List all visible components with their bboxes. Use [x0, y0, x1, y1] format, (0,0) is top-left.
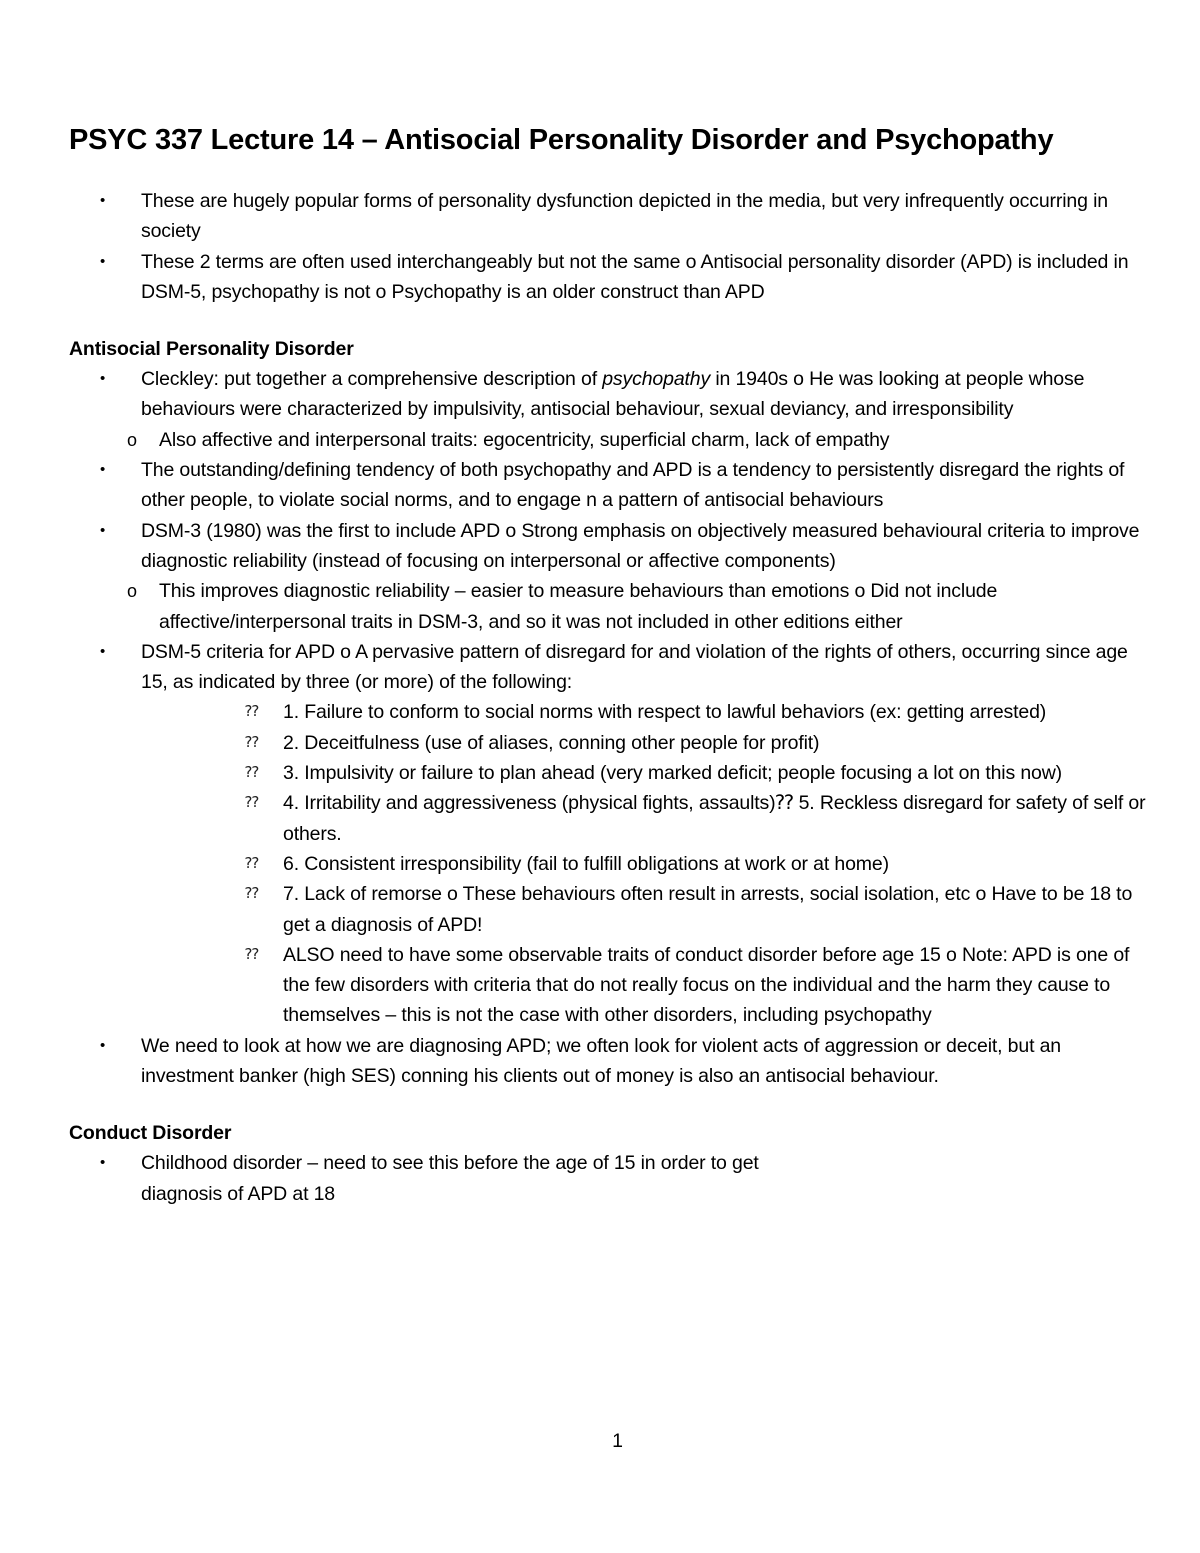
criteria-marker: ⁇: [245, 794, 259, 812]
criteria-text: ALSO need to have some observable traits of conduct disorder before age 15 o Note: APD is one of the few disorders with criteria that do not really focus on the individual and the harm they cause to themselves – this is not the case with other disorders, including psychopathy: [283, 943, 1130, 1027]
criteria-marker: ⁇: [245, 854, 259, 872]
list-item: [69, 516, 1149, 577]
criteria-text: 2. Deceitfulness (use of aliases, conning other people for profit): [283, 731, 820, 754]
criteria-text: 7. Lack of remorse o These behaviours often result in arrests, social isolation, etc o Have to be 18 to get a diagnosis of APD!: [283, 883, 1133, 936]
sub-bullet-marker: o: [127, 429, 137, 450]
bullet-marker: •: [100, 521, 106, 539]
list-item: [69, 1148, 1149, 1209]
list-item: [69, 247, 1149, 308]
cleckley-sub-text: Also affective and interpersonal traits: egocentricity, superficial charm, lack of empathy: [159, 428, 890, 451]
document-body: [69, 186, 1149, 1209]
criteria-marker: ⁇: [245, 945, 259, 963]
intro-text-2: These 2 terms are often used interchangeably but not the same o Antisocial personality disorder (APD) is included in DSM-5, psychopathy is not o Psychopathy is an older construct than APD: [141, 250, 1129, 303]
dsm3-text: DSM-3 (1980) was the first to include APD o Strong emphasis on objectively measured behavioural criteria to improve diagnostic reliability (instead of focusing on interpersonal or affective components): [141, 519, 1140, 572]
bullet-marker: •: [100, 192, 106, 209]
cleckley-text: [141, 368, 1084, 420]
criteria-item: [69, 697, 1149, 727]
bullet-marker: •: [100, 370, 106, 388]
conduct-text-line-1: Childhood disorder – need to see this before the age of 15 in order to get: [141, 1152, 759, 1175]
criteria-item: [69, 758, 1149, 788]
sub-list-item: [69, 576, 1149, 637]
criteria-marker: ⁇: [245, 703, 259, 721]
criteria-item: [69, 940, 1149, 1031]
list-item: [69, 364, 1149, 425]
bullet-marker: •: [100, 252, 106, 270]
sub-bullet-marker: o: [127, 581, 137, 602]
section-heading-apd: Antisocial Personality Disorder: [69, 338, 354, 361]
cleckley-text-end: in 1940s o He was looking at people whose behaviours were characterized by impulsivity, antisocial behaviour, sexual deviancy, and irresponsibility: [141, 368, 1085, 421]
cleckley-italic-term: psychopathy: [602, 368, 711, 391]
criteria-text: 6. Consistent irresponsibility (fail to fulfill obligations at work or at home): [283, 852, 889, 875]
dsm5-text: DSM-5 criteria for APD o A pervasive pattern of disregard for and violation of the rights of others, occurring since age 15, as indicated by three (or more) of the following:: [141, 640, 1128, 694]
page-number: 1: [612, 1430, 623, 1452]
dsm3-sub-text: This improves diagnostic reliability – easier to measure behaviours than emotions o Did not include affective/interpersonal traits in DSM-3, and so it was not included in other editions either: [159, 580, 998, 633]
criteria-text: 4. Irritability and aggressiveness (physical fights, assaults)⁇ 5. Reckless disregard for safety of self or others.: [283, 792, 1146, 845]
bullet-marker: •: [100, 1036, 106, 1054]
criteria-marker: ⁇: [245, 733, 259, 751]
bullet-marker: •: [100, 642, 106, 660]
sub-list-item: [69, 425, 1149, 455]
list-item: [69, 1031, 1149, 1092]
intro-text-1: These are hugely popular forms of personality dysfunction depicted in the media, but very infrequently occurring in society: [141, 190, 1108, 243]
page-title: PSYC 337 Lecture 14 – Antisocial Personality Disorder and Psychopathy: [69, 124, 1054, 156]
defining-text: The outstanding/defining tendency of both psychopathy and APD is a tendency to persistently disregard the rights of other people, to violate social norms, and to engage n a pattern of antisocial behaviours: [141, 459, 1125, 512]
criteria-marker: ⁇: [245, 764, 259, 782]
criteria-marker: ⁇: [245, 885, 259, 903]
criteria-item: [69, 728, 1149, 758]
criteria-text: 3. Impulsivity or failure to plan ahead (very marked deficit; people focusing a lot on this now): [283, 762, 1063, 785]
bullet-marker: •: [100, 461, 106, 479]
cleckley-text-start: Cleckley: put together a comprehensive description of: [141, 368, 603, 391]
conduct-text-line-2: diagnosis of APD at 18: [141, 1182, 335, 1205]
criteria-text: 1. Failure to conform to social norms with respect to lawful behaviors (ex: getting arrested): [283, 701, 1047, 724]
list-item: [69, 637, 1149, 698]
section-heading-conduct: Conduct Disorder: [69, 1122, 232, 1145]
list-item: [69, 186, 1149, 247]
criteria-item: [69, 879, 1149, 940]
criteria-item: [69, 788, 1149, 849]
bullet-marker: •: [100, 1154, 106, 1172]
list-item: [69, 455, 1149, 516]
diagnosing-text: We need to look at how we are diagnosing APD; we often look for violent acts of aggression or deceit, but an investment banker (high SES) conning his clients out of money is also an antisocial behaviour.: [141, 1034, 1062, 1088]
criteria-item: [69, 849, 1149, 879]
